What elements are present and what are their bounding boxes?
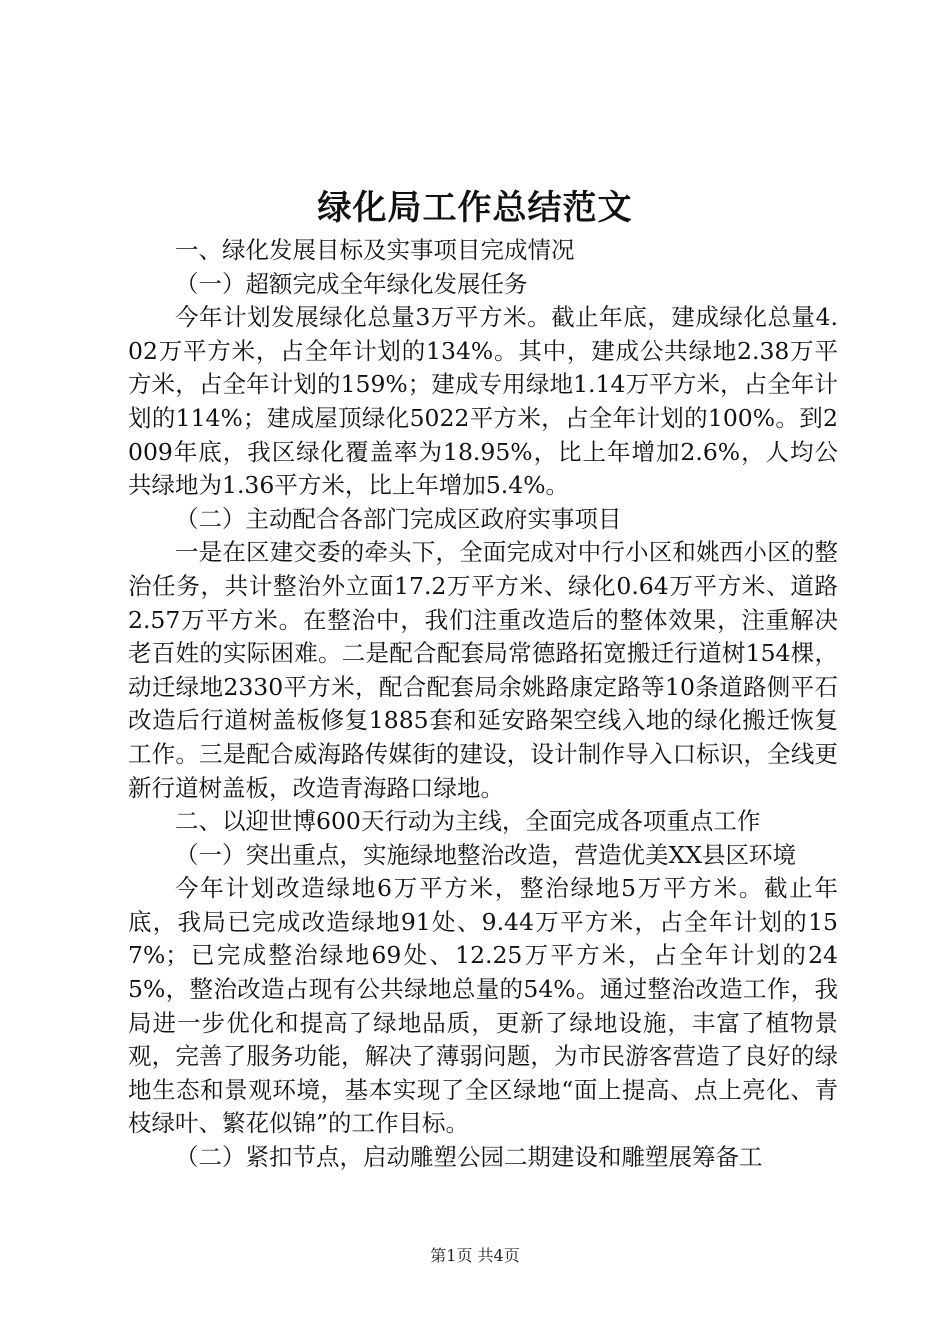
- body-paragraph: 今年计划发展绿化总量3万平方米。截止年底，建成绿化总量4.02万平方米，占全年计划的134%。其中，建成公共绿地2.38万平方米，占全年计划的159%；建成专用绿地1.14万平方米，占全年计划的114%；建成屋顶绿化5022平方米，占全年计划的100%。到2009年底，我区绿化覆盖率为18.95%，比上年增加2.6%，人均公共绿地为1.36平方米，比上年增加5.4%。: [128, 303, 838, 500]
- page-footer: 第1页 共4页: [430, 1246, 520, 1265]
- document-body: [128, 234, 838, 1175]
- body-paragraph: 今年计划改造绿地6万平方米，整治绿地5万平方米。截止年底，我局已完成改造绿地91处、9.44万平方米，占全年计划的157%；已完成整治绿地69处、12.25万平方米，占全年计划的245%，整治改造占现有公共绿地总量的54%。通过整治改造工作，我局进一步优化和提高了绿地品质，更新了绿地设施，丰富了植物景观，完善了服务功能，解决了薄弱问题，为市民游客营造了良好的绿地生态和景观环境，基本实现了全区绿地“面上提高、点上亮化、青枝绿叶、繁花似锦”的工作目标。: [128, 874, 838, 1138]
- document-title: 绿化局工作总结范文: [317, 188, 633, 228]
- subsection-heading-2-2: （二）紧扣节点，启动雕塑公园二期建设和雕塑展筹备工: [175, 1143, 763, 1172]
- section-heading-2: 二、以迎世博600天行动为主线，全面完成各项重点工作: [175, 807, 761, 836]
- body-paragraph: 一是在区建交委的牵头下，全面完成对中行小区和姚西小区的整治任务，共计整治外立面17.2万平方米、绿化0.64万平方米、道路2.57万平方米。在整治中，我们注重改造后的整体效果，注重解决老百姓的实际困难。二是配合配套局常德路拓宽搬迁行道树154棵，动迁绿地2330平方米，配合配套局余姚路康定路等10条道路侧平石改造后行道树盖板修复1885套和延安路架空线入地的绿化搬迁恢复工作。三是配合威海路传媒街的建设，设计制作导入口标识，全线更新行道树盖板，改造青海路口绿地。: [128, 538, 838, 802]
- subsection-heading-1-2: （二）主动配合各部门完成区政府实事项目: [175, 504, 622, 533]
- subsection-heading-1-1: （一）超额完成全年绿化发展任务: [175, 269, 528, 298]
- subsection-heading-2-1: （一）突出重点，实施绿地整治改造，营造优美XX县区环境: [175, 840, 796, 869]
- section-heading-1: 一、绿化发展目标及实事项目完成情况: [175, 236, 575, 264]
